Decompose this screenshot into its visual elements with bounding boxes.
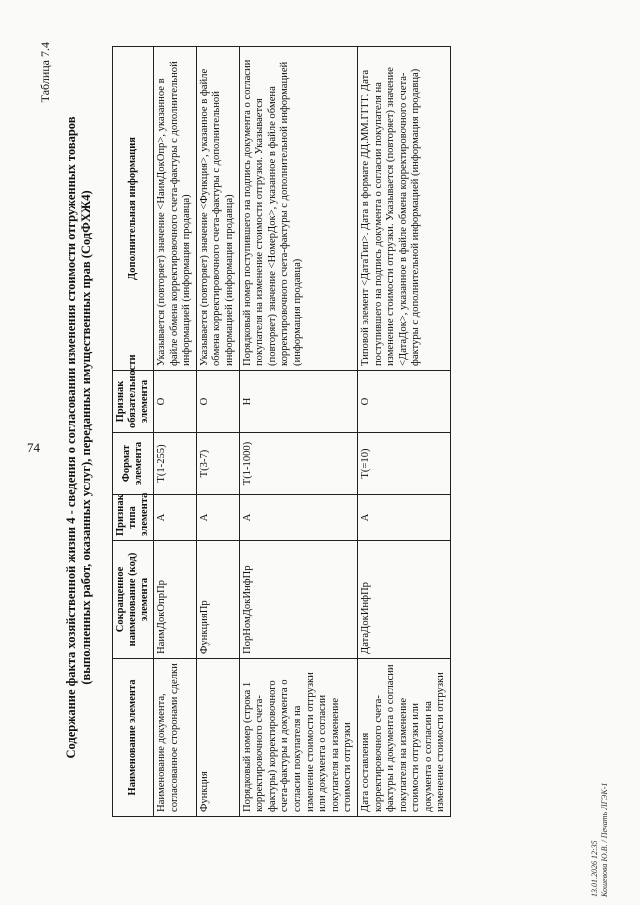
table-row	[239, 47, 357, 817]
element-code-cell: ФункцияПр	[196, 541, 239, 659]
table-row	[154, 47, 197, 817]
table-title	[64, 60, 94, 815]
element-required-cell: О	[154, 371, 197, 433]
header-cell: Формат элемента	[113, 433, 154, 495]
element-code-cell: ДатаДокИнфПр	[357, 541, 450, 659]
element-format-cell: Т(=10)	[357, 433, 450, 495]
print-stamp	[590, 783, 610, 897]
header-cell: Признак типа элемента	[113, 495, 154, 541]
element-format-cell: Т(1-255)	[154, 433, 197, 495]
element-type-cell: А	[357, 495, 450, 541]
element-name-cell: Порядковый номер (строка 1 корректировочного счета-фактуры) корректировочного счета-фактуры и документа о согласии покупателя на изменение стоимости отгрузки или документа о согласии покупателя на изменение стоимости отгрузки	[239, 659, 357, 817]
element-info-cell: Указывается (повторяет) значение <НаимДокОпр>, указанное в файле обмена корректировочного счета-фактуры с дополнительной информацией (информация продавца)	[154, 47, 197, 371]
element-type-cell: А	[196, 495, 239, 541]
print-stamp-date: 13.01.2026 12:35	[590, 840, 599, 897]
page-number: 74	[27, 440, 40, 455]
element-required-cell: Н	[239, 371, 357, 433]
element-type-cell: А	[239, 495, 357, 541]
element-info-cell: Указывается (повторяет) значение <Функция>, указанное в файле обмена корректировочного счета-фактуры с дополнительной информацией (информация продавца)	[196, 47, 239, 371]
table-row	[196, 47, 239, 817]
table-title-line-2: (выполненных работ, оказанных услуг), переданных имущественных прав (СодФХЖ4)	[79, 190, 93, 685]
element-code-cell: ПорНомДокИнфПр	[239, 541, 357, 659]
table-title-line-1: Содержание факта хозяйственной жизни 4 - сведения о согласовании изменения стоимости отгруженных товаров	[64, 116, 78, 759]
header-cell: Признак обязательности элемента	[113, 371, 154, 433]
element-name-cell: Дата составления корректировочного счета-фактуры и документа о согласии покупателя на изменение стоимости отгрузки или документа о согласии на изменение стоимости отгрузки	[357, 659, 450, 817]
element-required-cell: О	[196, 371, 239, 433]
header-cell: Дополнительная информация	[113, 47, 154, 371]
element-info-cell: Типовой элемент <ДатаТип>. Дата в формате ДД.ММ.ГГГГ. Дата поступившего на подпись документа о согласии покупателя на изменение стоимости отгрузки. Указывается (повторяет) значение <ДатаДок>, указанное в файле обмена корректировочного счета-фактуры с дополнительной информацией (информация продавца)	[357, 47, 450, 371]
element-code-cell: НаимДокОпрПр	[154, 541, 197, 659]
element-name-cell: Наименование документа, согласованное сторонами сделки	[154, 659, 197, 817]
elements-table	[112, 46, 451, 817]
element-info-cell: Порядковый номер поступившего на подпись документа о согласии покупателя на изменение стоимости отгрузки. Указывается (повторяет) значение <НомерДок>, указанное в файле обмена корректировочного счета-фактуры с дополнительной информацией (информация продавца)	[239, 47, 357, 371]
table-caption: Таблица 7.4	[38, 42, 52, 103]
element-format-cell: Т(3-7)	[196, 433, 239, 495]
header-cell: Наименование элемента	[113, 659, 154, 817]
table-header-row	[113, 47, 154, 817]
element-required-cell: О	[357, 371, 450, 433]
element-name-cell: Функция	[196, 659, 239, 817]
print-stamp-author: Кошевова Ю.В. / Печать ЛГЭК-1	[600, 782, 609, 897]
header-cell: Сокращенное наименование (код) элемента	[113, 541, 154, 659]
table-row	[357, 47, 450, 817]
element-format-cell: Т(1-1000)	[239, 433, 357, 495]
element-type-cell: А	[154, 495, 197, 541]
